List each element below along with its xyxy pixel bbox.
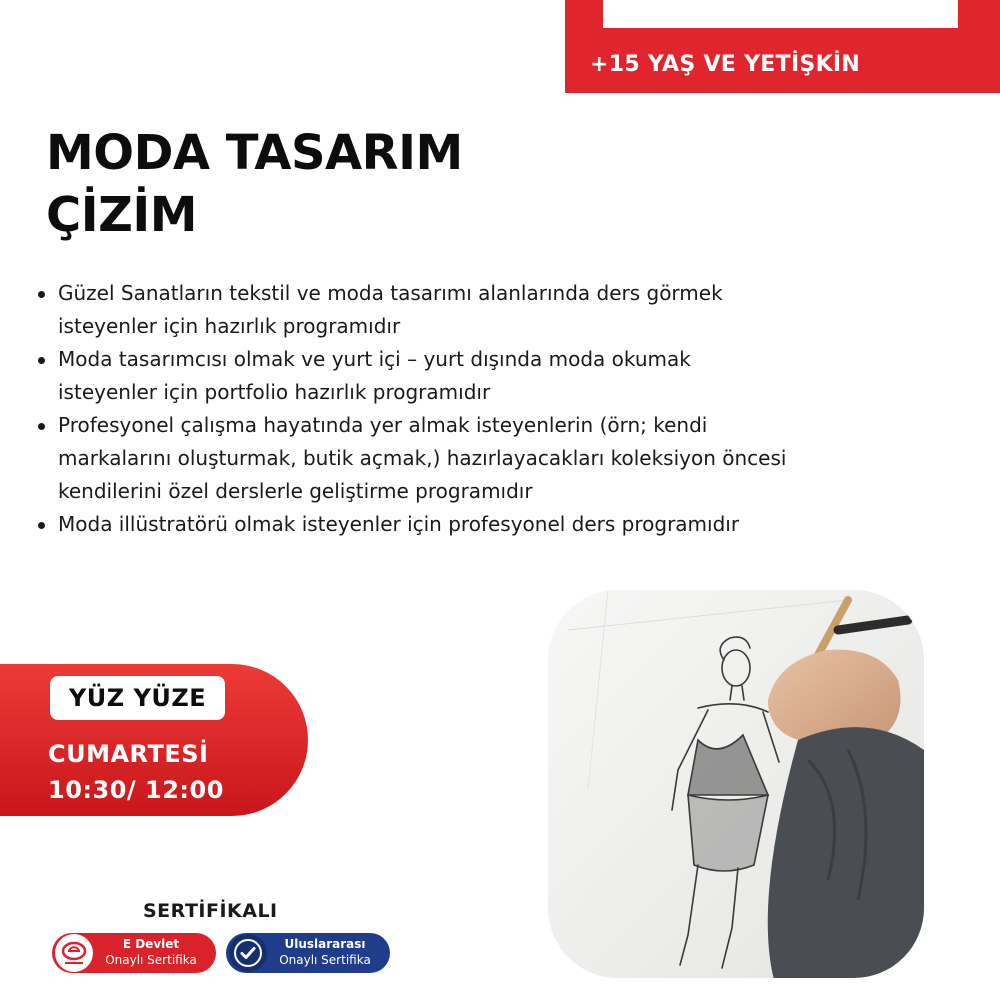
international-certificate-badge xyxy=(226,933,390,973)
schedule-pill xyxy=(0,664,308,816)
bullet-item: Moda illüstratörü olmak isteyenler için profesyonel ders programıdır xyxy=(36,508,796,541)
age-label: +15 YAŞ VE YETİŞKİN xyxy=(590,52,861,77)
bullet-item: Profesyonel çalışma hayatında yer almak isteyenlerin (örn; kendi markalarını oluşturmak, butik açmak,) hazırlayacakları koleksiyon öncesi kendilerini özel derslerle geliştirme programıdır xyxy=(36,409,796,508)
checkmark-icon xyxy=(229,934,267,972)
bullet-item: Moda tasarımcısı olmak ve yurt içi – yurt dışında moda okumak isteyenler için portfolio hazırlık programıdır xyxy=(36,343,796,409)
fashion-sketch-photo xyxy=(548,590,924,978)
class-day: CUMARTESİ xyxy=(48,740,209,768)
class-time: 10:30/ 12:00 xyxy=(48,776,224,804)
banner-white-strip xyxy=(603,0,958,28)
certificate-heading: SERTİFİKALI xyxy=(143,900,278,922)
badge-title: Uluslararası xyxy=(284,937,366,951)
title-line-2: ÇİZİM xyxy=(46,187,198,243)
badge-subtitle: Onaylı Sertifika xyxy=(279,953,371,967)
e-devlet-certificate-badge xyxy=(52,933,216,973)
badge-title: E Devlet xyxy=(122,937,180,951)
fashion-sketch-drawing-image xyxy=(548,590,924,978)
e-devlet-logo-icon xyxy=(55,934,93,972)
class-mode-badge: YÜZ YÜZE xyxy=(50,676,225,720)
bullet-item: Güzel Sanatların tekstil ve moda tasarımı alanlarında ders görmek isteyenler için hazırlık programıdır xyxy=(36,277,796,343)
title-line-1: MODA TASARIM xyxy=(46,125,463,181)
badge-subtitle: Onaylı Sertifika xyxy=(105,953,197,967)
program-description-list xyxy=(36,277,796,541)
age-banner xyxy=(565,0,1000,93)
page-title xyxy=(46,122,463,246)
